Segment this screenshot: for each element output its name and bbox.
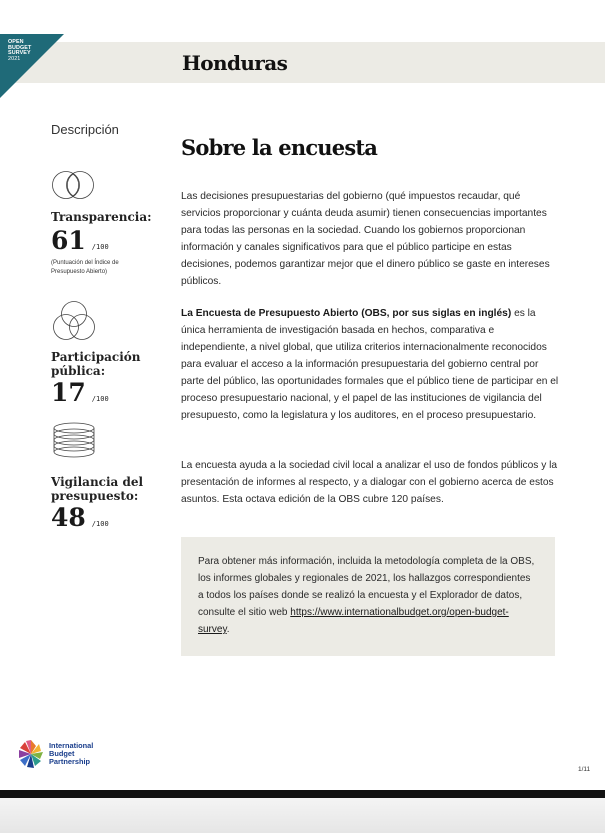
participation-label-line1: Participación bbox=[51, 350, 141, 364]
transparency-label: Transparencia: bbox=[51, 210, 152, 224]
oversight-score: 48 bbox=[51, 503, 86, 532]
survey-website-link[interactable]: https://www.internationalbudget.org/open-budget-survey bbox=[198, 607, 509, 635]
info-end: . bbox=[226, 624, 230, 635]
badge-year: 2021 bbox=[8, 55, 21, 62]
transparency-note-line2: Presupuesto Abierto) bbox=[51, 269, 108, 275]
badge-line-budget: BUDGET bbox=[8, 44, 32, 51]
oversight-label bbox=[51, 475, 161, 503]
participation-score-row bbox=[51, 378, 161, 407]
oversight-score-row bbox=[51, 503, 161, 532]
oversight-label-line2: presupuesto: bbox=[51, 489, 139, 503]
logo-line2: Budget bbox=[49, 748, 75, 758]
participation-label bbox=[51, 350, 161, 378]
description-label: Descripción bbox=[51, 122, 119, 137]
transparency-score: 61 bbox=[51, 226, 86, 255]
participation-out-of: /100 bbox=[91, 395, 109, 403]
participation-icon bbox=[51, 299, 97, 343]
badge-text bbox=[8, 40, 31, 62]
ibp-logo-icon bbox=[17, 738, 45, 770]
sidebar bbox=[51, 122, 161, 532]
badge-line-open: OPEN bbox=[8, 39, 24, 45]
section-title: Sobre la encuesta bbox=[181, 135, 378, 160]
info-text: Para obtener más información, incluida la metodología completa de la OBS, los informes globales y regionales de 2021, los hallazgos correspondientes a todos los países donde se realizó la encuesta y el Explorador de datos, consulte el sitio web bbox=[198, 556, 535, 618]
country-title: Honduras bbox=[182, 51, 288, 75]
oversight-out-of: /100 bbox=[91, 520, 109, 528]
intro-paragraph: Las decisiones presupuestarias del gobierno (qué impuestos recaudar, qué servicios proporcionar y cuánta deuda asumir) tienen consecuencias importantes para todas las personas en la sociedad. Cuando los gobiernos proporcionan información y canales significativos para que el público participe en estas decisiones, podemos garantizar mejor que el dinero público se gaste en intereses públicos. bbox=[181, 191, 550, 287]
obs-paragraph-rest: es la única herramienta de investigación basada en hechos, comparativa e independiente, a nivel global, que utiliza criterios internacionalmente reconocidos para evaluar el acceso a la información presupuestaria del gobierno central por parte del público, las oportunidades formales que el público tiene de participar en el proceso presupuestario nacional, y el papel de las instituciones de vigilancia del presupuesto, como la legislatura y los auditores, en el proceso presupuestario. bbox=[181, 308, 559, 421]
participation-score: 17 bbox=[51, 378, 86, 407]
badge-line-survey: SURVEY bbox=[8, 50, 31, 57]
oversight-label-line1: Vigilancia del bbox=[51, 475, 144, 489]
transparency-score-row bbox=[51, 226, 161, 255]
ibp-logo-text bbox=[49, 742, 93, 767]
participation-label-line2: pública: bbox=[51, 364, 106, 378]
transparency-note bbox=[51, 259, 161, 277]
obs-paragraph bbox=[181, 305, 559, 424]
viewer-bottom-bar bbox=[0, 790, 605, 798]
transparency-icon bbox=[51, 169, 97, 203]
header-band bbox=[0, 39, 605, 83]
ibp-logo bbox=[17, 738, 93, 770]
survey-paragraph: La encuesta ayuda a la sociedad civil local a analizar el uso de fondos públicos y la presentación de informes al respecto, y a dialogar con el gobierno acerca de estos asuntos. Esta octava edición de la OBS cubre 120 países. bbox=[181, 460, 558, 505]
transparency-note-line1: (Puntuación del Índice de bbox=[51, 260, 119, 266]
page-number: 1/11 bbox=[578, 766, 591, 773]
logo-line3: Partnership bbox=[49, 757, 91, 767]
logo-line1: International bbox=[49, 740, 94, 750]
viewer-bottom-area bbox=[0, 798, 605, 833]
transparency-out-of: /100 bbox=[91, 243, 109, 251]
obs-paragraph-bold: La Encuesta de Presupuesto Abierto (OBS, por sus siglas en inglés) bbox=[181, 308, 512, 319]
oversight-icon bbox=[51, 421, 97, 465]
more-info-box bbox=[181, 537, 555, 656]
